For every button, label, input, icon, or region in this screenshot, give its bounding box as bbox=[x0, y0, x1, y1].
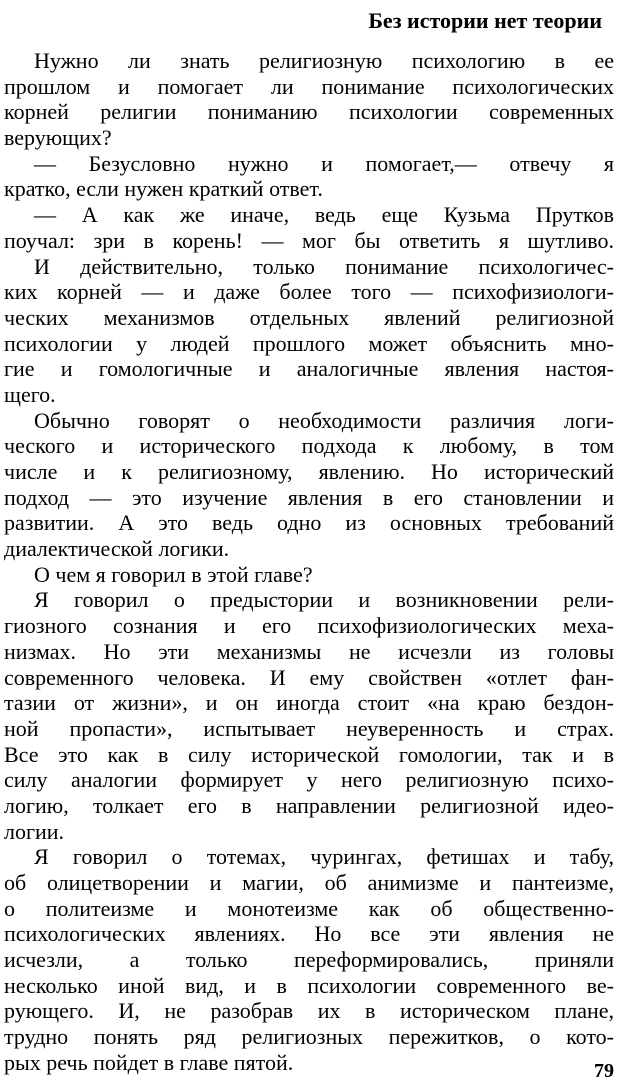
text-line: тазии от жизни», и он иногда стоит «на краю бездон- bbox=[4, 690, 614, 716]
text-line: об олицетворении и магии, об анимизме и пантеизме, bbox=[4, 870, 614, 895]
text-line: низмах. Но эти механизмы не исчезли из головы bbox=[4, 638, 614, 664]
text-line: верующих? bbox=[4, 125, 112, 151]
text-line: поучал: зри в корень! — мог бы ответить я шутливо. bbox=[4, 227, 614, 253]
text-line: гие и гомологичные и аналогичные явления настоя- bbox=[4, 356, 614, 382]
text-line: И действительно, только понимание психологичес- bbox=[34, 253, 614, 279]
text-line: современного человека. И ему свойствен «отлет фан- bbox=[4, 664, 614, 690]
text-line: кратко, если нужен краткий ответ. bbox=[4, 176, 323, 202]
text-line: исчезли, а только переформировались, приняли bbox=[4, 947, 614, 973]
text-line: числе и к религиозному, явлению. Но исторический bbox=[4, 459, 614, 484]
text-line: трудно понять ряд религиозных пережитков, о кото- bbox=[4, 1024, 614, 1050]
text-line: развитии. А это ведь одно из основных требований bbox=[4, 510, 614, 536]
text-line: ческого и исторического подхода к любому, в том bbox=[4, 433, 614, 459]
running-header: Без истории нет теории bbox=[368, 8, 602, 33]
text-line: Я говорил о тотемах, чурингах, фетишах и табу, bbox=[34, 844, 614, 870]
text-line: ческих механизмов отдельных явлений религиозной bbox=[4, 304, 614, 330]
text-line: ких корней — и даже более того — психофизиологи- bbox=[4, 279, 614, 305]
text-line: прошлом и помогает ли понимание психологических bbox=[4, 73, 614, 99]
text-line: щего. bbox=[4, 381, 56, 407]
text-line: — А как же иначе, ведь еще Кузьма Прутков bbox=[34, 202, 614, 228]
body-text bbox=[4, 48, 614, 1076]
text-line: о политеизме и монотеизме как об общественно- bbox=[4, 895, 614, 921]
text-line: — Безусловно нужно и помогает,— отвечу я bbox=[34, 150, 614, 176]
text-line: подход — это изучение явления в его становлении и bbox=[4, 484, 614, 510]
text-line: Нужно ли знать религиозную психологию в ее bbox=[34, 48, 614, 73]
text-line: силу аналогии формирует у него религиозную психо- bbox=[4, 767, 614, 793]
text-line: ной пропасти», испытывает неуверенность и страх. bbox=[4, 715, 614, 741]
text-line: психологических явлениях. Но все эти явления не bbox=[4, 921, 614, 947]
text-line: О чем я говорил в этой главе? bbox=[34, 561, 313, 587]
text-line: Я говорил о предыстории и возникновении рели- bbox=[34, 587, 614, 613]
text-line: Обычно говорят о необходимости различия логи- bbox=[34, 407, 614, 433]
text-line: рующего. И, не разобрав их в историческом плане, bbox=[4, 998, 614, 1024]
text-line: психологии у людей прошлого может объяснить мно- bbox=[4, 330, 614, 356]
text-line: диалектической логики. bbox=[4, 536, 230, 562]
text-line: Все это как в силу исторической гомологии, так и в bbox=[4, 741, 614, 767]
text-line: логию, толкает его в направлении религиозной идео- bbox=[4, 792, 614, 818]
text-line: несколько иной вид, и в психологии современного ве- bbox=[4, 972, 614, 998]
text-line: логии. bbox=[4, 818, 65, 844]
text-line: корней религии пониманию психологии современных bbox=[4, 99, 614, 125]
text-line: гиозного сознания и его психофизиологических меха- bbox=[4, 613, 614, 639]
text-line: рых речь пойдет в главе пятой. bbox=[4, 1049, 294, 1075]
page-number: 79 bbox=[594, 1060, 614, 1082]
